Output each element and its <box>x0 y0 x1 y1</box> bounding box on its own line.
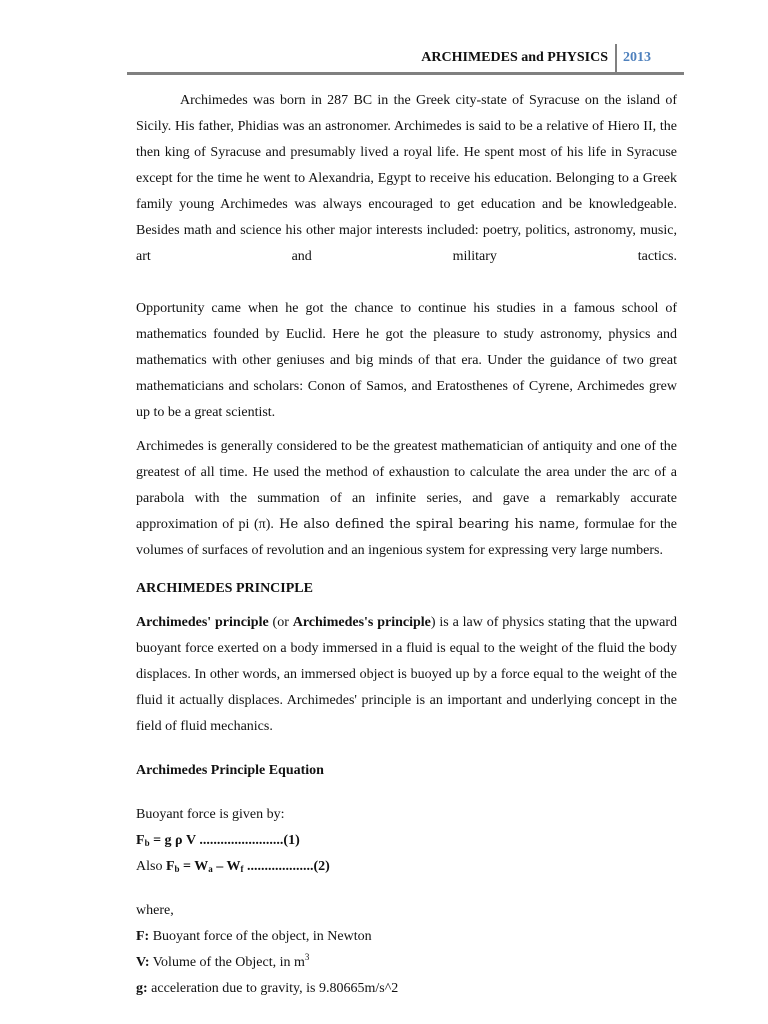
paragraph-achievements-end: formulae for the volumes of surfaces of revolution and an ingenious system for expressing very large numbers. <box>136 517 677 558</box>
definition-volume: V: Volume of the Object, in $m^3$ <box>136 952 310 970</box>
heading-archimedes-principle: ARCHIMEDES PRINCIPLE <box>136 581 313 596</box>
header-divider <box>615 44 617 73</box>
principle-term-alt: Archimedes's principle <box>292 615 431 630</box>
equation-1: $F_b = g$ ρ V ........................(1) <box>136 833 300 848</box>
paragraph-education: Opportunity came when he got the chance to continue his studies in a famous school of mathematics founded by Euclid. Here he got the pleasure to study astronomy, physics and mathematics with other geniuses and big minds of that era. Under the guidance of two great mathematicians and scholars: Conon of Samos, and Eratosthenes of Cyrene, Archimedes grew up to be a great scientist. <box>136 301 677 420</box>
paragraph-principle <box>136 610 677 740</box>
equation-2: Also $F_b = W_a - W_f$ ...................(2) <box>136 859 330 874</box>
principle-term: Archimedes' principle <box>136 615 269 630</box>
paragraph-birth: Archimedes was born in 287 BC in the Greek city-state of Syracuse on the island of Sicily. His father, Phidias was an astronomer. Archimedes is said to be a relative of Hiero II, the then king of Syracuse and presumably lived a royal life. He spent most of his life in Syracuse except for the time he went to Alexandria, Egypt to receive his education. Belonging to a Greek family young Archimedes was always encouraged to get education and be knowledgeable. Besides math and science his other major interests included: poetry, politics, astronomy, music, art and military tactics. <box>136 93 677 264</box>
paragraph-achievements-text: Archimedes is generally considered to be the greatest mathematician of antiquity and one of the greatest of all time. He used the method of exhaustion to calculate the area under the arc of a parabola with the summation of an infinite series, and gave a remarkably accurate approximation of pi (π). <box>136 439 677 532</box>
page-header <box>127 44 684 74</box>
paragraph-achievements-spiral: He also defined the spiral bearing his name, <box>273 517 580 532</box>
document-body <box>136 88 677 1002</box>
principle-open: (or <box>268 615 293 630</box>
header-title: ARCHIMEDES and PHYSICS <box>421 50 608 65</box>
equation-intro: Buoyant force is given by: <box>136 807 285 822</box>
where-label: where, <box>136 903 174 918</box>
header-year: 2013 <box>623 50 651 65</box>
definition-gravity: g: acceleration due to gravity, is 9.80665m/s^2 <box>136 981 399 996</box>
heading-equation: Archimedes Principle Equation <box>136 763 324 778</box>
paragraph-achievements <box>136 434 677 564</box>
definition-force: F: Buoyant force of the object, in Newton <box>136 929 372 944</box>
principle-text: ) is a law of physics stating that the upward buoyant force exerted on a body immersed in a fluid is equal to the weight of the fluid the body displaces. In other words, an immersed object is buoyed up by a force equal to the weight of the fluid it actually displaces. Archimedes' principle is an important and underlying concept in the field of fluid mechanics. <box>136 615 678 734</box>
header-rule <box>127 72 684 75</box>
